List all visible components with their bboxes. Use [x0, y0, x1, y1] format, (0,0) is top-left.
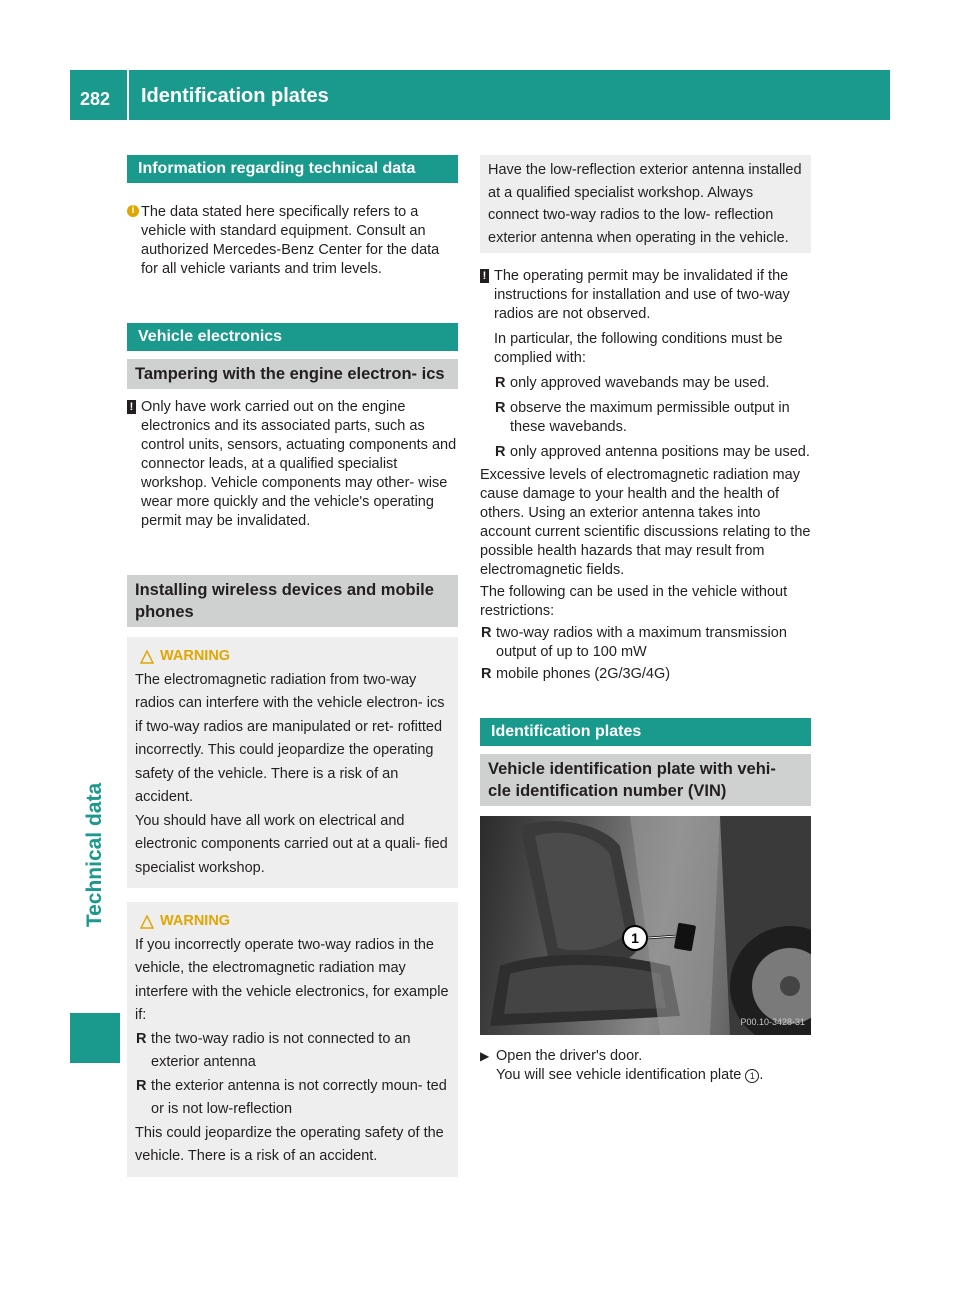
radiation-paragraph: Excessive levels of electromagnetic radiation may cause damage to your health and the health of others. Using an exterior antenna takes into account current scientific discussions relating to the possible health hazards that may result from electromagnetic fields. — [480, 467, 811, 578]
instruction-step — [480, 1047, 811, 1085]
condition-bullet-2: R observe the maximum permissible output in these wavebands. — [495, 400, 790, 435]
unrestricted-bullet-1-text: two-way radios with a maximum transmission output of up to 100 mW — [496, 625, 787, 660]
info-note-text: The data stated here specifically refers to a vehicle with standard equipment. Consult an authorized Mercedes-Benz Center for the data for all vehicle variants and trim levels. — [141, 204, 440, 277]
warning-box-1 — [127, 637, 458, 888]
warning-triangle-icon — [140, 915, 154, 929]
warning-triangle-icon — [140, 650, 154, 664]
instruction-result-text: You will see vehicle identification plate — [496, 1067, 742, 1083]
info-note — [127, 203, 458, 279]
condition-bullet-2-text: observe the maximum permissible output in these wavebands. — [510, 400, 790, 435]
subsection-title-wireless: Installing wireless devices and mobile phones — [127, 575, 458, 627]
instruction-result: You will see vehicle identification plate 1 . — [496, 1067, 764, 1083]
condition-bullet-1: R only approved wavebands may be used. — [495, 375, 770, 391]
warning-2-text-1: If you incorrectly operate two-way radios in the vehicle, the electromagnetic radiation may interfere with the vehicle electronics, for example if: — [135, 936, 449, 1023]
warning-heading-1 — [135, 645, 450, 669]
vin-plate-photo — [480, 816, 811, 1035]
exclamation-icon: ! — [127, 400, 136, 414]
chapter-title: Identification plates — [141, 85, 329, 107]
callout-number: 1 — [631, 930, 639, 946]
antenna-box-text: Have the low-reflection exterior antenna installed at a qualified specialist workshop. Always connect two-way radios to the low- reflection exterior antenna when operating in the vehicle. — [488, 162, 802, 246]
photo-illustration — [480, 816, 811, 1035]
unrestricted-bullet-1: R two-way radios with a maximum transmission output of up to 100 mW — [481, 625, 787, 660]
section-title-identification-plates: Identification plates — [480, 718, 811, 746]
unrestricted-bullet-2-text: mobile phones (2G/3G/4G) — [496, 666, 671, 682]
section-title-technical-data: Information regarding technical data — [127, 155, 458, 183]
caution-note-engine-text: Only have work carried out on the engine electronics and its associated parts, such as control units, sensors, actuating components and connector leads, at a qualified specialist workshop. Vehicle components may other- wise wear more quickly and the vehicle's operating permit may be invalidated. — [141, 399, 457, 529]
photo-code: P00.10-3428-31 — [740, 1017, 805, 1027]
exclamation-icon: ! — [480, 269, 489, 283]
warning-2-text-2: This could jeopardize the operating safety of the vehicle. There is a risk of an accident. — [135, 1124, 444, 1164]
caution-note-permit — [480, 267, 811, 462]
warning-box-2 — [127, 902, 458, 1177]
warning-label-1: WARNING — [160, 648, 231, 664]
side-tab-marker — [70, 1013, 120, 1063]
subsection-title-tampering: Tampering with the engine electron- ics — [127, 359, 458, 389]
unrestricted-paragraph: The following can be used in the vehicle without restrictions: — [480, 584, 788, 619]
side-tab — [70, 740, 120, 970]
condition-bullet-3: R only approved antenna positions may be used. — [495, 444, 810, 460]
caution-note-permit-text: The operating permit may be invalidated if the instructions for installation and use of two-way radios are not observed. — [494, 268, 790, 322]
warning-1-text-2: You should have all work on electrical and electronic components carried out at a quali- fied specialist workshop. — [135, 812, 448, 876]
warning-2-bullet-2-text: the exterior antenna is not correctly moun- ted or is not low-reflection — [151, 1077, 447, 1117]
section-title-vehicle-electronics: Vehicle electronics — [127, 323, 458, 351]
instruction-step-text: Open the driver's door. — [496, 1048, 643, 1064]
caution-note-engine — [127, 398, 458, 531]
condition-bullet-3-text: only approved antenna positions may be used. — [510, 444, 810, 460]
left-column — [127, 155, 458, 1177]
info-icon: i — [127, 205, 139, 217]
page-number: 282 — [80, 89, 111, 109]
header-divider — [127, 70, 129, 120]
subsection-title-vin: Vehicle identification plate with vehi- cle identification number (VIN) — [480, 754, 811, 806]
antenna-box — [480, 155, 811, 253]
right-column — [480, 155, 811, 1085]
warning-2-bullet-1: R the two-way radio is not connected to an exterior antenna — [136, 1030, 411, 1070]
callout-ref-icon: 1 — [745, 1069, 759, 1083]
caution-note-permit-text-2: In particular, the following conditions must be complied with: — [494, 331, 783, 366]
warning-1-text-1: The electromagnetic radiation from two-way radios can interfere with the vehicle electron- ics if two-way radios are manipulated or ret- rofitted incorrectly. This could jeopardize the operating safety of the vehicle. There is a risk of an accident. — [135, 671, 445, 805]
warning-2-bullet-2: R the exterior antenna is not correctly moun- ted or is not low-reflection — [136, 1077, 447, 1117]
warning-2-bullet-1-text: the two-way radio is not connected to an exterior antenna — [151, 1030, 411, 1070]
side-tab-label: Technical data — [83, 782, 106, 928]
condition-bullet-1-text: only approved wavebands may be used. — [510, 375, 770, 391]
step-arrow-icon: ▶ — [480, 1049, 490, 1063]
page-header — [70, 70, 890, 120]
warning-heading-2 — [135, 910, 450, 934]
unrestricted-bullet-2: R mobile phones (2G/3G/4G) — [481, 666, 671, 682]
warning-label-2: WARNING — [160, 913, 231, 929]
